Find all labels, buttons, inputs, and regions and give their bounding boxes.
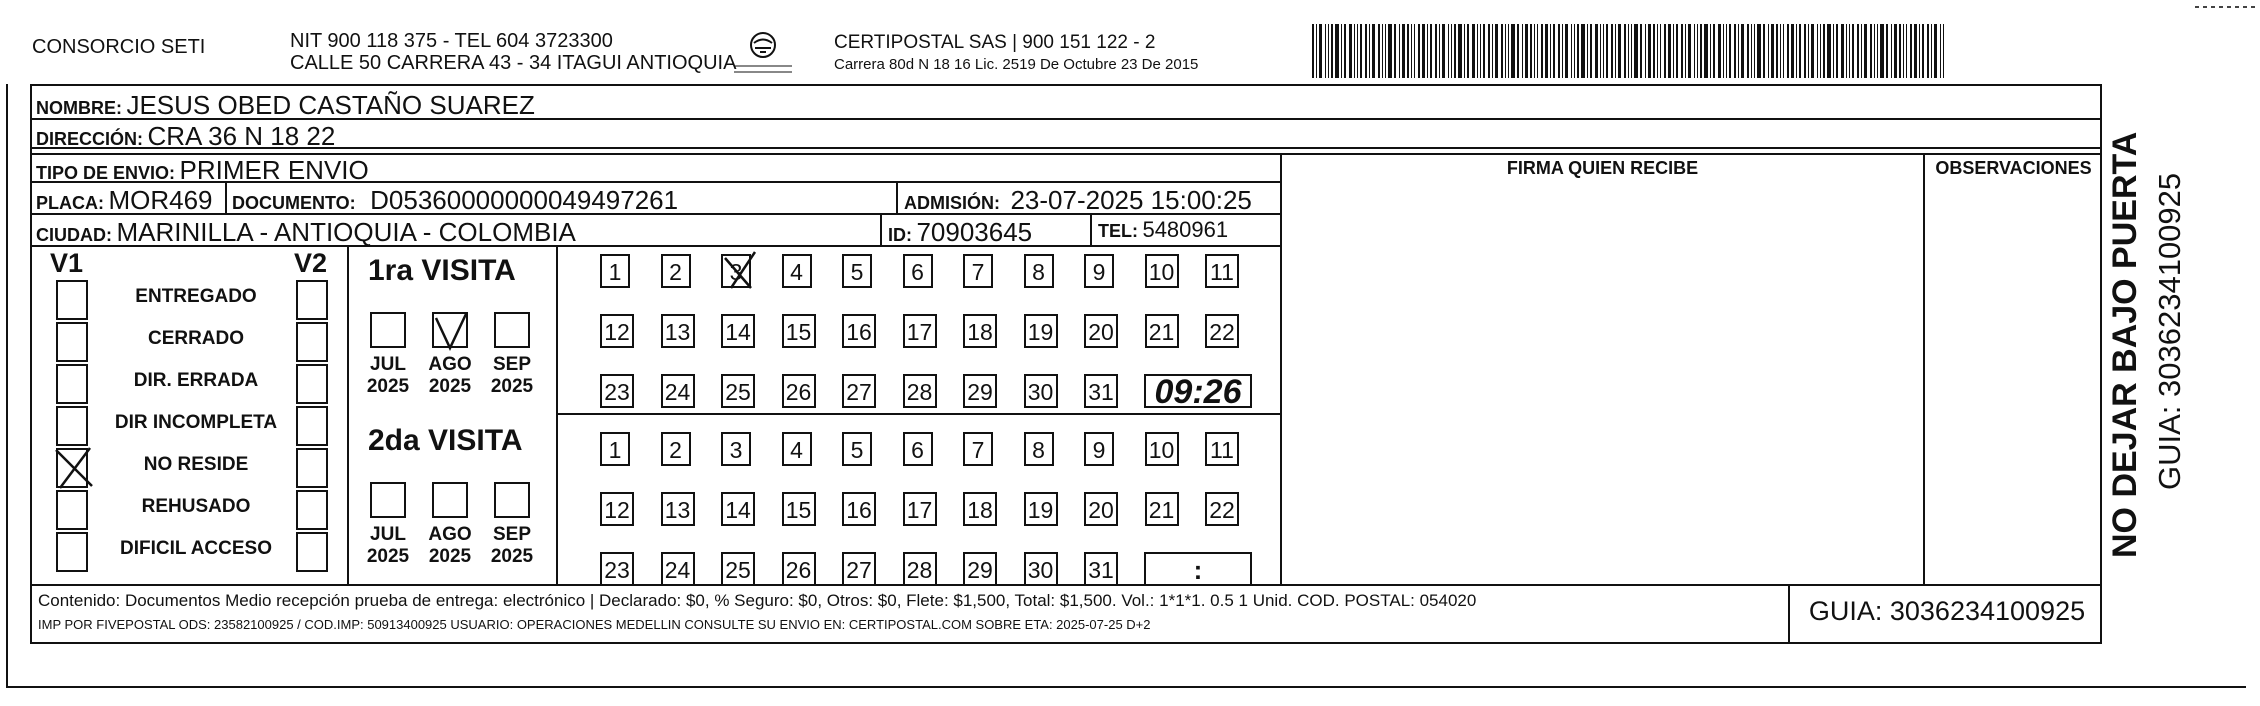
visit2-day-box[interactable]: 9 <box>1084 432 1114 466</box>
day-cross-icon <box>719 248 759 292</box>
ciudad-value: MARINILLA - ANTIOQUIA - COLOMBIA <box>116 217 576 247</box>
tipo-field <box>36 155 369 186</box>
tipo-value: PRIMER ENVIO <box>179 155 369 185</box>
visit1-day-box[interactable]: 26 <box>782 374 816 408</box>
v1-checkbox[interactable] <box>56 406 88 446</box>
visit2-day-box[interactable]: 5 <box>842 432 872 466</box>
v1-checkbox[interactable] <box>56 490 88 530</box>
month-name: AGO <box>428 354 472 375</box>
nombre-value: JESUS OBED CASTAÑO SUAREZ <box>126 90 535 120</box>
visit2-day-box[interactable]: 17 <box>903 492 937 526</box>
check-mark-icon <box>432 312 472 352</box>
v1-label: V1 <box>50 248 84 278</box>
carrier-line-1: CERTIPOSTAL SAS | 900 151 122 - 2 <box>834 32 1156 53</box>
visit1-day-box[interactable]: 31 <box>1084 374 1118 408</box>
visit2-day-box[interactable]: 26 <box>782 552 816 586</box>
visit1-day-box[interactable]: 23 <box>600 374 634 408</box>
nombre-label: NOMBRE: <box>36 98 122 118</box>
visit1-day-box[interactable]: 13 <box>661 314 695 348</box>
visit2-day-box[interactable]: 11 <box>1205 432 1239 466</box>
side-guia: GUIA: 3036234100925 <box>2152 172 2187 490</box>
v2-checkbox[interactable] <box>296 406 328 446</box>
placa-field <box>36 185 213 216</box>
visit1-day-box[interactable]: 24 <box>661 374 695 408</box>
tipo-label: TIPO DE ENVIO: <box>36 163 176 183</box>
x-mark-icon <box>54 446 94 490</box>
visit2-day-box[interactable]: 2 <box>661 432 691 466</box>
visit2-day-box[interactable]: 15 <box>782 492 816 526</box>
visit1-day-box[interactable]: 15 <box>782 314 816 348</box>
month-name: SEP <box>492 354 532 375</box>
visit1-day-box[interactable]: 19 <box>1024 314 1058 348</box>
month-year: 2025 <box>366 546 410 567</box>
v1-checkbox[interactable] <box>56 280 88 320</box>
id-field <box>888 217 1032 248</box>
visit1-day-box[interactable]: 14 <box>721 314 755 348</box>
visit2-day-box[interactable]: 1 <box>600 432 630 466</box>
month-name: JUL <box>370 354 406 375</box>
visit1-day-box[interactable]: 28 <box>903 374 937 408</box>
visit1-day-box[interactable]: 18 <box>963 314 997 348</box>
status-reason-label: REHUSADO <box>141 496 251 517</box>
month-label <box>482 354 542 398</box>
visit2-day-box[interactable]: 29 <box>963 552 997 586</box>
documento-label: DOCUMENTO: <box>232 193 356 213</box>
visit2-day-box[interactable]: 20 <box>1084 492 1118 526</box>
footer-line-1: Contenido: Documentos Medio recepción prueba de entrega: electrónico | Declarado: $0, % Seguro: $0, Otros: $0, Flete: $1,500, Total: $1,500. Vol.: 1*1*1. 0.5 1 Unid. COD. POSTAL: 054020 <box>38 591 1477 610</box>
visit1-day-box[interactable]: 21 <box>1145 314 1179 348</box>
status-reason-label: DIR INCOMPLETA <box>114 412 278 433</box>
visit2-day-box[interactable]: 10 <box>1145 432 1179 466</box>
visit2-day-box[interactable]: 12 <box>600 492 634 526</box>
nombre-field <box>36 90 535 121</box>
visit2-day-box[interactable]: 31 <box>1084 552 1118 586</box>
footer-line-2: IMP POR FIVEPOSTAL ODS: 23582100925 / COD.IMP: 50913400925 USUARIO: OPERACIONES MEDELLIN CONSULTE SU ENVIO EN: CERTIPOSTAL.COM SOBRE ETA: 2025-07-25 D+2 <box>38 617 1151 632</box>
documento-field <box>232 185 678 216</box>
month-checkbox[interactable] <box>494 482 530 518</box>
visit1-day-box[interactable]: 22 <box>1205 314 1239 348</box>
documento-value: D05360000000049497261 <box>370 185 679 215</box>
visit1-day-box[interactable]: 12 <box>600 314 634 348</box>
visit2-day-box[interactable]: 19 <box>1024 492 1058 526</box>
visit1-day-box[interactable]: 11 <box>1205 254 1239 288</box>
visit1-day-box[interactable]: 17 <box>903 314 937 348</box>
visit2-time-box[interactable]: : <box>1144 552 1252 586</box>
observaciones-label: OBSERVACIONES <box>1935 158 2092 178</box>
month-checkbox[interactable] <box>432 312 468 348</box>
certipostal-logo <box>730 30 796 76</box>
v2-checkbox[interactable] <box>296 280 328 320</box>
status-reason-label: NO RESIDE <box>143 454 249 475</box>
visit1-day-box[interactable]: 7 <box>963 254 993 288</box>
v2-checkbox[interactable] <box>296 322 328 362</box>
month-checkbox[interactable] <box>494 312 530 348</box>
visit2-day-box[interactable]: 16 <box>842 492 876 526</box>
month-name: SEP <box>492 524 532 545</box>
v1-checkbox[interactable] <box>56 322 88 362</box>
month-label <box>358 354 418 398</box>
visit1-day-box[interactable]: 6 <box>903 254 933 288</box>
nit-line-2: CALLE 50 CARRERA 43 - 34 ITAGUI ANTIOQUIA <box>290 52 737 74</box>
visit1-day-box[interactable]: 29 <box>963 374 997 408</box>
carrier-line-2: Carrera 80d N 18 16 Lic. 2519 De Octubre 23 De 2015 <box>834 56 1199 73</box>
visit1-day-box[interactable]: 2 <box>661 254 691 288</box>
outer-left-line <box>6 84 8 688</box>
visit2-day-box[interactable]: 13 <box>661 492 695 526</box>
status-reason-label: ENTREGADO <box>135 286 257 307</box>
visit2-day-box[interactable]: 22 <box>1205 492 1239 526</box>
visit1-day-box[interactable]: 20 <box>1084 314 1118 348</box>
visit2-title: 2da VISITA <box>368 424 523 457</box>
visit2-day-box[interactable]: 27 <box>842 552 876 586</box>
status-reason-label: DIR. ERRADA <box>133 370 259 391</box>
visit1-day-box[interactable]: 27 <box>842 374 876 408</box>
visit2-day-box[interactable]: 3 <box>721 432 751 466</box>
month-label <box>420 524 480 568</box>
visit2-day-box[interactable]: 18 <box>963 492 997 526</box>
outer-bottom-line <box>6 686 2246 688</box>
placa-label: PLACA: <box>36 193 104 213</box>
direccion-label: DIRECCIÓN: <box>36 129 143 149</box>
visit2-day-box[interactable]: 4 <box>782 432 812 466</box>
page-edge-mark <box>2195 6 2255 8</box>
placa-value: MOR469 <box>108 185 213 215</box>
visit2-day-box[interactable]: 28 <box>903 552 937 586</box>
admision-field <box>904 185 1252 216</box>
visit2-day-box[interactable]: 7 <box>963 432 993 466</box>
v1-checkbox[interactable] <box>56 448 88 488</box>
tel-field <box>1098 217 1228 243</box>
visit1-day-box[interactable]: 3 <box>721 254 751 288</box>
visit2-day-box[interactable]: 23 <box>600 552 634 586</box>
visit2-day-box[interactable]: 30 <box>1024 552 1058 586</box>
month-label <box>482 524 542 568</box>
v1-checkbox[interactable] <box>56 532 88 572</box>
month-checkbox[interactable] <box>370 482 406 518</box>
visit1-day-box[interactable]: 9 <box>1084 254 1114 288</box>
ciudad-field <box>36 217 576 248</box>
id-value: 70903645 <box>916 217 1033 247</box>
firma-label: FIRMA QUIEN RECIBE <box>1506 158 1699 178</box>
v2-checkbox[interactable] <box>296 364 328 404</box>
month-label <box>358 524 418 568</box>
status-reason-label: CERRADO <box>147 328 245 349</box>
side-warning: NO DEJAR BAJO PUERTA <box>2106 131 2144 558</box>
tel-value: 5480961 <box>1142 217 1229 242</box>
visit2-day-box[interactable]: 14 <box>721 492 755 526</box>
month-checkbox[interactable] <box>370 312 406 348</box>
direccion-field <box>36 121 335 152</box>
visit1-time-box[interactable]: 09:26 <box>1144 374 1252 408</box>
v2-checkbox[interactable] <box>296 532 328 572</box>
tel-label: TEL: <box>1098 221 1138 241</box>
month-name: JUL <box>370 524 406 545</box>
month-year: 2025 <box>490 546 534 567</box>
id-label: ID: <box>888 225 912 245</box>
visit1-day-box[interactable]: 4 <box>782 254 812 288</box>
month-name: AGO <box>428 524 472 545</box>
visit1-day-box[interactable]: 1 <box>600 254 630 288</box>
visit1-day-box[interactable]: 10 <box>1145 254 1179 288</box>
month-year: 2025 <box>490 376 534 397</box>
month-year: 2025 <box>428 376 472 397</box>
footer-guia: GUIA: 3036234100925 <box>1808 596 2086 626</box>
visit2-day-box[interactable]: 8 <box>1024 432 1054 466</box>
barcode-icon <box>1312 24 1948 78</box>
admision-label: ADMISIÓN: <box>904 193 1000 213</box>
visit1-title: 1ra VISITA <box>368 254 516 287</box>
visit1-day-box[interactable]: 25 <box>721 374 755 408</box>
ciudad-label: CIUDAD: <box>36 225 112 245</box>
direccion-value: CRA 36 N 18 22 <box>147 121 336 151</box>
v2-checkbox[interactable] <box>296 448 328 488</box>
visit2-day-box[interactable]: 6 <box>903 432 933 466</box>
month-year: 2025 <box>428 546 472 567</box>
visit1-day-box[interactable]: 16 <box>842 314 876 348</box>
visit2-day-box[interactable]: 24 <box>661 552 695 586</box>
status-reason-label: DIFICIL ACCESO <box>119 538 272 559</box>
visit1-day-box[interactable]: 5 <box>842 254 872 288</box>
company-name: CONSORCIO SETI <box>32 36 206 58</box>
admision-value: 23-07-2025 15:00:25 <box>1010 185 1252 215</box>
v2-checkbox[interactable] <box>296 490 328 530</box>
visit1-day-box[interactable]: 30 <box>1024 374 1058 408</box>
v1-checkbox[interactable] <box>56 364 88 404</box>
month-label <box>420 354 480 398</box>
month-year: 2025 <box>366 376 410 397</box>
visit1-day-box[interactable]: 8 <box>1024 254 1054 288</box>
month-checkbox[interactable] <box>432 482 468 518</box>
v2-label: V2 <box>294 248 328 278</box>
nit-line-1: NIT 900 118 375 - TEL 604 3723300 <box>290 30 613 52</box>
visit2-day-box[interactable]: 25 <box>721 552 755 586</box>
visit2-day-box[interactable]: 21 <box>1145 492 1179 526</box>
